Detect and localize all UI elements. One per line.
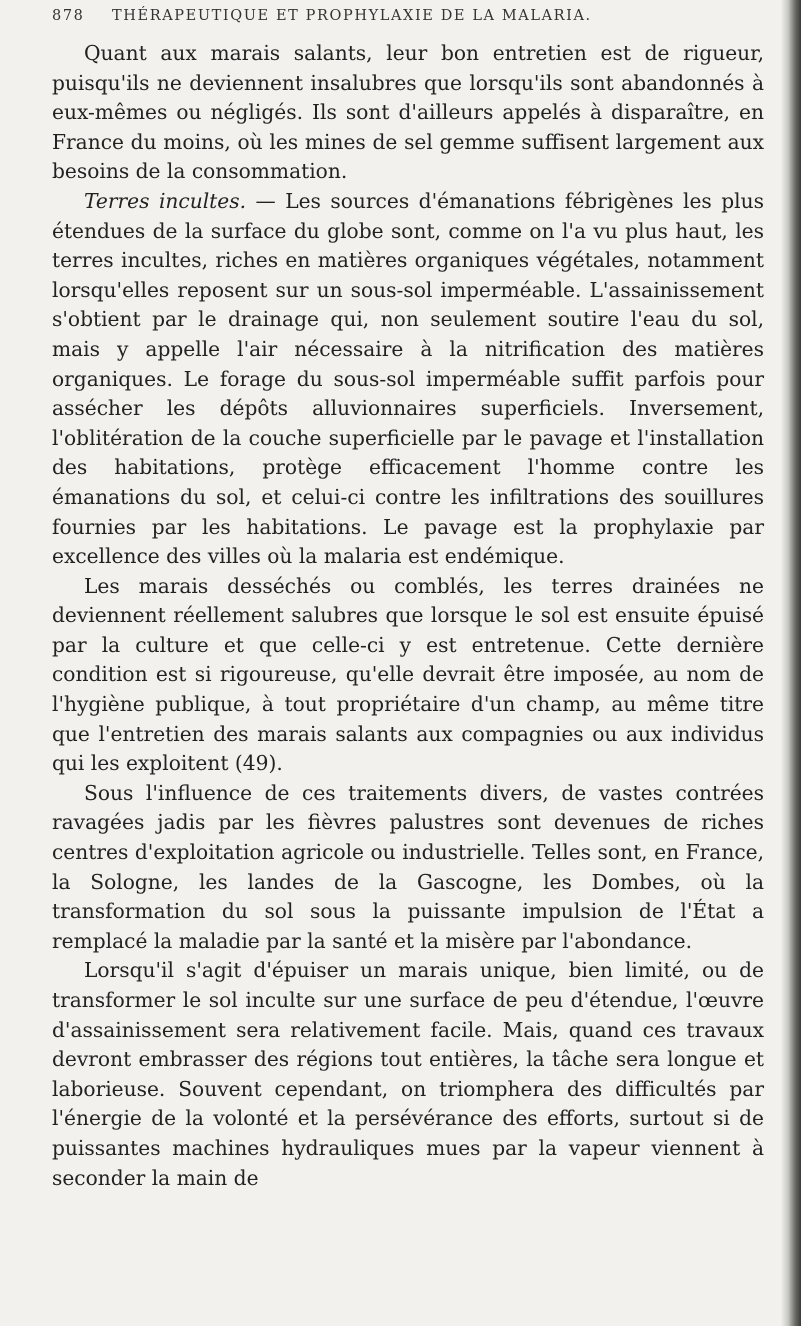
paragraph-text: Les marais desséchés ou comblés, les terres drainées ne deviennent réellement salubres que lorsque le sol est ensuite épuisé par la culture et que celle-ci y est entretenue. Cette dernière condition est si rigoureuse, qu'elle devrait être imposée, au nom de l'hygiène publique, à tout propriétaire d'un champ, au même titre que l'entretien des marais salants aux compagnies ou aux individus qui les exploitent (49). xyxy=(52,573,764,776)
body-text xyxy=(52,39,764,1193)
paragraph-marais-salants xyxy=(52,39,764,187)
running-head-title: THÉRAPEUTIQUE ET PROPHYLAXIE DE LA MALARIA. xyxy=(112,8,592,24)
paragraph-text: Lorsqu'il s'agit d'épuiser un marais unique, bien limité, ou de transformer le sol inculte sur une surface de peu d'étendue, l'œuvre d'assainissement sera relativement facile. Mais, quand ces travaux devront embrasser des régions tout entières, la tâche sera longue et laborieuse. Souvent cependant, on triomphera des difficultés par l'énergie de la volonté et la persévérance des efforts, surtout si de puissantes machines hydrauliques mues par la vapeur viennent à seconder la main de xyxy=(52,958,764,1190)
paragraph-terres-incultes xyxy=(52,187,764,572)
running-head xyxy=(52,8,752,34)
page-number: 878 xyxy=(52,8,85,24)
paragraph-text: Quant aux marais salants, leur bon entretien est de rigueur, puisqu'ils ne deviennent insalubres que lorsqu'ils sont abandonnés à eux-mêmes ou négligés. Ils sont d'ailleurs appelés à disparaître, en France du moins, où les mines de sel gemme suffisent largement aux besoins de la consommation. xyxy=(52,41,764,184)
section-lead-terres-incultes: Terres incultes. xyxy=(84,188,247,213)
page-binding-edge xyxy=(781,0,801,1326)
paragraph-text: — Les sources d'émanations fébrigènes les plus étendues de la surface du globe sont, comme on l'a vu plus haut, les terres incultes, riches en matières organiques végétales, notamment lorsqu'elles reposent sur un sous-sol imperméable. L'assainissement s'obtient par le drainage qui, non seulement soutire l'eau du sol, mais y appelle l'air nécessaire à la nitrification des matières organiques. Le forage du sous-sol imperméable suffit parfois pour assécher les dépôts alluvionnaires superficiels. Inversement, l'oblitération de la couche superficielle par le pavage et l'installation des habitations, protège efficacement l'homme contre les émanations du sol, et celui-ci contre les infiltrations des souillures fournies par les habitations. Le pavage est la prophylaxie par excellence des villes où la malaria est endémique. xyxy=(52,188,764,569)
paragraph-contrees-ravagees xyxy=(52,779,764,957)
paragraph-marais-deseches xyxy=(52,572,764,779)
paragraph-marais-unique xyxy=(52,956,764,1193)
paragraph-text: Sous l'influence de ces traitements divers, de vastes contrées ravagées jadis par les fièvres palustres sont devenues de riches centres d'exploitation agricole ou industrielle. Telles sont, en France, la Sologne, les landes de la Gascogne, les Dombes, où la transformation du sol sous la puissante impulsion de l'État a remplacé la maladie par la santé et la misère par l'abondance. xyxy=(52,780,764,953)
